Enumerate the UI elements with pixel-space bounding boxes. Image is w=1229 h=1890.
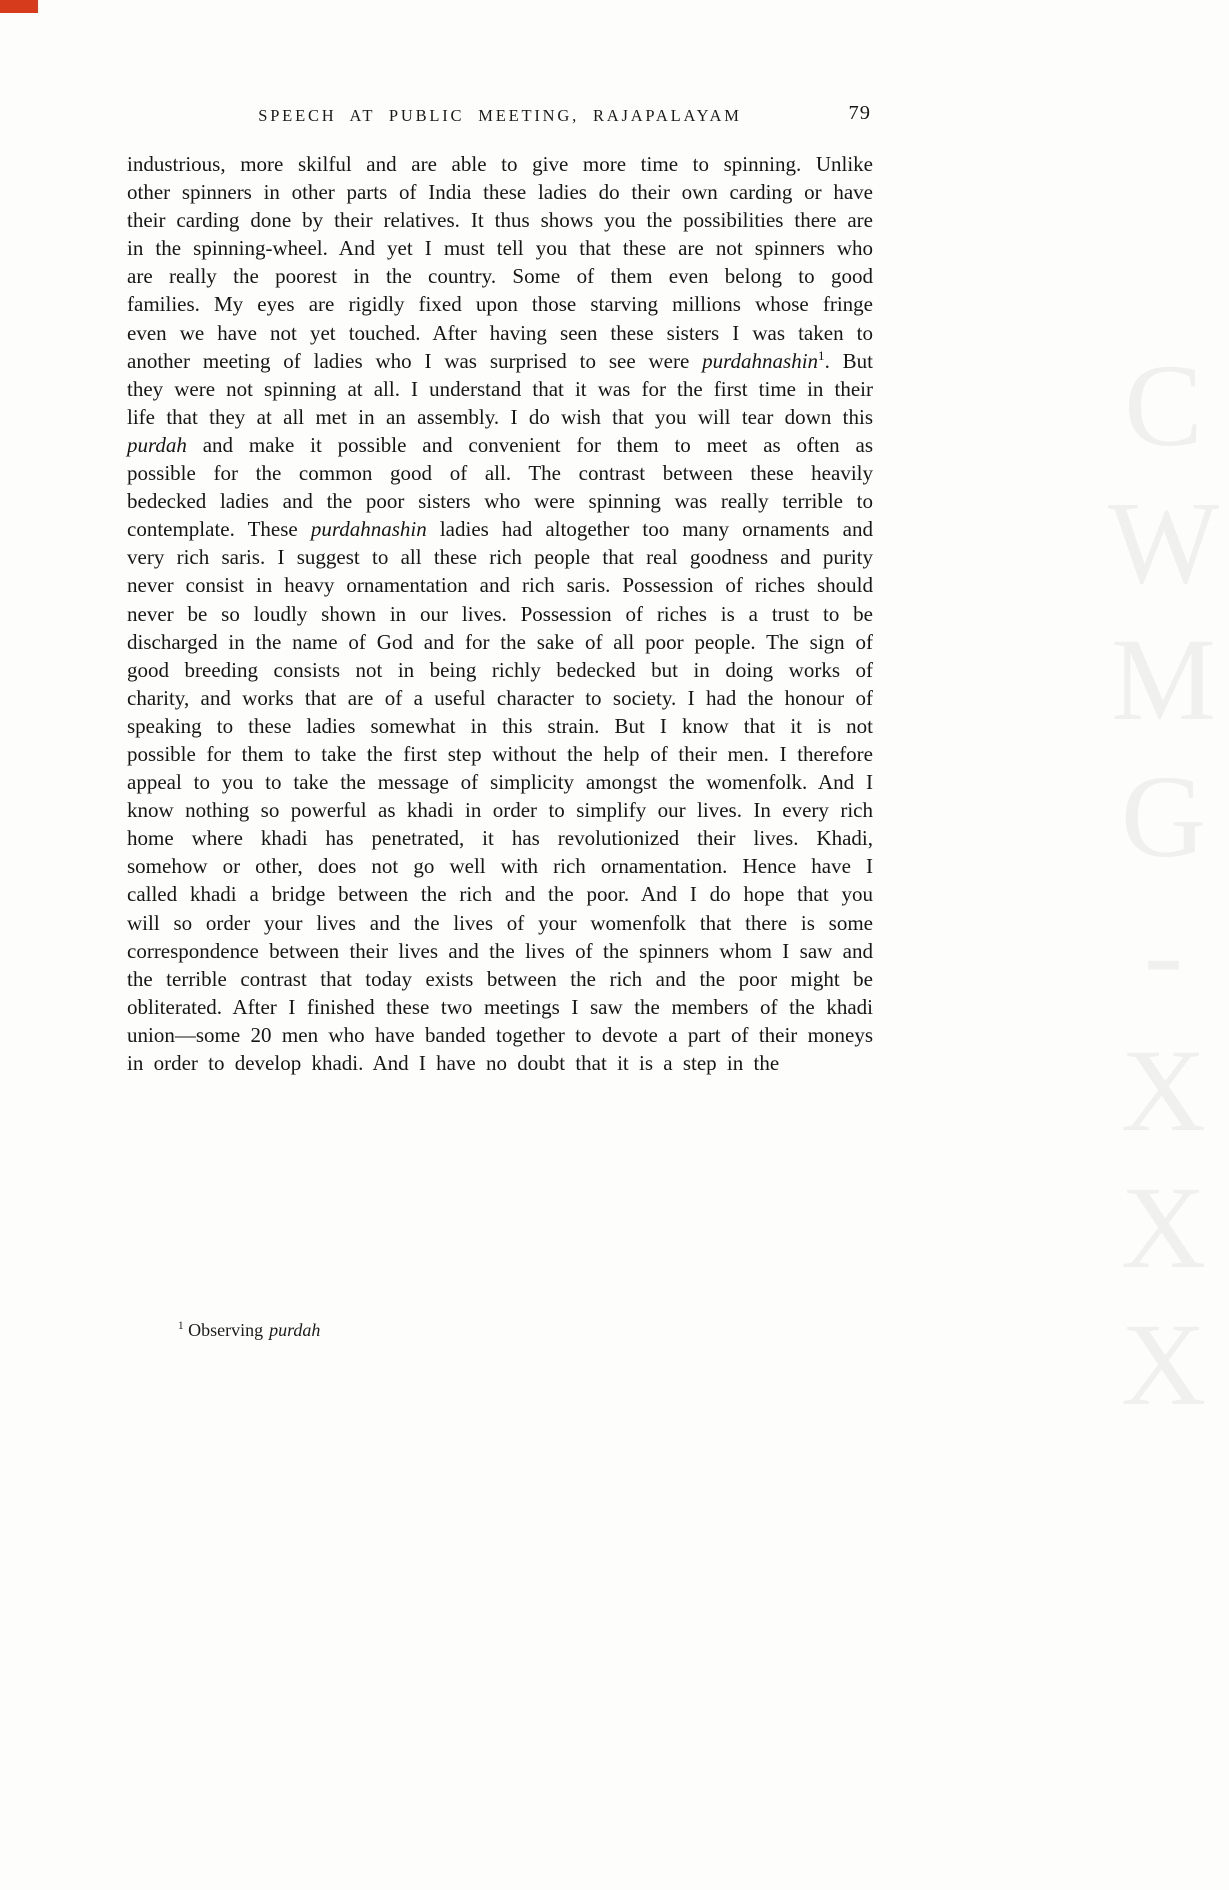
scan-artifact (0, 0, 38, 13)
watermark: CWMG-XXX (1098, 340, 1229, 1436)
page-header (127, 102, 873, 126)
running-head: SPEECH AT PUBLIC MEETING, RAJAPALAYAM (258, 106, 742, 125)
body-text: industrious, more skilful and are able to give more time to spinning. Unlike other spinners in other parts of India these ladies do their own carding or have their carding done by their relatives. It thus shows you the possibilities there are in the spinning-wheel. And yet I must tell you that these are not spinners who are really the poorest in the country. Some of them even belong to good families. My eyes are rigidly fixed upon those starving millions whose fringe even we have not yet touched. After having seen these sisters I was taken to another meeting of ladies who I was surprised to see were purdahnashin$^1$. But they were not spinning at all. I understand that it was for the first time in their life that they at all met in an assembly. I do wish that you will tear down this purdah and make it possible and convenient for them to meet as often as possible for the common good of all. The contrast between these heavily bedecked ladies and the poor sisters who were spinning was really terrible to contemplate. These purdahnashin ladies had altogether too many ornaments and very rich saris. I suggest to all these rich people that real goodness and purity never consist in heavy ornamentation and rich saris. Possession of riches should never be so loudly shown in our lives. Possession of riches is a trust to be discharged in the name of God and for the sake of all poor people. The sign of good breeding consists not in being richly bedecked but in doing works of charity, and works that are of a useful character to society. I had the honour of speaking to these ladies somewhat in this strain. But I know that it is not possible for them to take the first step without the help of their men. I therefore appeal to you to take the message of simplicity amongst the womenfolk. And I know nothing so powerful as khadi in order to simplify our lives. In every rich home where khadi has penetrated, it has revolutionized their lives. Khadi, somehow or other, does not go well with rich ornamentation. Hence have I called khadi a bridge between the rich and the poor. And I do hope that you will so order your lives and the lives of your womenfolk that there is some correspondence between their lives and the lives of the spinners whom I saw and the terrible contrast that today exists between the rich and the poor might be obliterated. After I finished these two meetings I saw the members of the khadi union—some 20 men who have banded together to devote a part of their moneys in order to develop khadi. And I have no doubt that it is a step in the (127, 152, 873, 1075)
page-number: 79 (848, 102, 871, 124)
footnote: $^1$ Observing purdah (178, 1320, 321, 1340)
